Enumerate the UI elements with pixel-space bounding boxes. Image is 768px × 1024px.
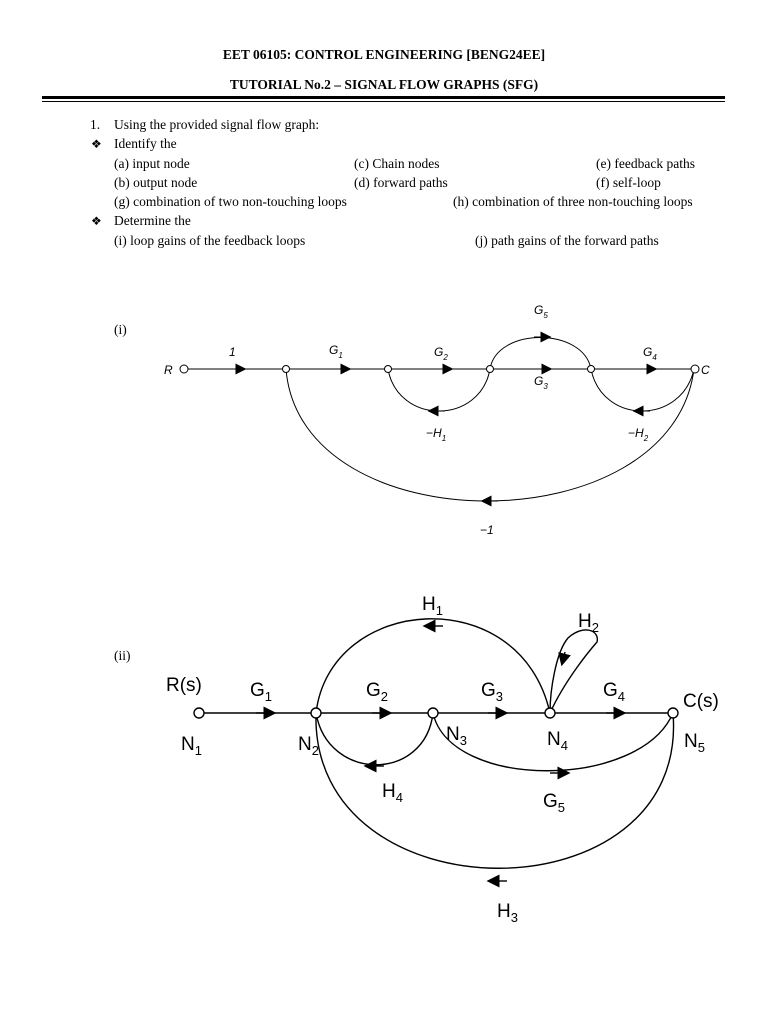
gain-g3-label: $G_3$ [481,680,504,704]
node-n3 [428,708,438,718]
gain-neg-h1-label: $-H_1$ [426,426,447,443]
branch-g5 [490,338,591,370]
output-signal-label: C(s) [683,691,719,712]
node [385,366,392,373]
node-n3-label: $N_3$ [446,724,467,748]
identify-label: Identify the [114,136,177,151]
gain-one-label: 1 [229,345,236,359]
node-r [180,365,188,373]
gain-g2-label: $G_2$ [366,680,389,704]
node-n4 [545,708,555,718]
gain-h4-label: $H_4$ [382,781,403,805]
gain-neg-h2-label: $-H_2$ [628,426,649,443]
gain-h3-label: $H_3$ [497,901,518,925]
output-node-label: C [701,363,710,377]
sfg-graph-i [164,303,710,537]
item-b: (b) output node [114,175,198,190]
node-n1 [194,708,204,718]
tutorial-title: TUTORIAL No.2 – SIGNAL FLOW GRAPHS (SFG) [229,77,539,92]
gain-h2-label: $H_2$ [578,611,599,635]
gain-g4-label: $G_4$ [643,345,657,362]
question-prompt: Using the provided signal flow graph: [114,117,320,132]
node-n1-label: $N_1$ [181,734,202,758]
input-node-label: R [164,363,173,377]
node-n2-label: $N_2$ [298,734,319,758]
branch-neg-h1 [388,369,490,411]
determine-label: Determine the [114,213,191,228]
question-number: 1. [90,117,101,132]
item-g: (g) combination of two non-touching loops [114,194,347,209]
gain-g1-label: $G_1$ [329,343,343,360]
branch-h4 [316,713,433,765]
gain-g1-label: $G_1$ [250,680,273,704]
graph1-label: (i) [114,322,127,337]
branch-h3 [316,713,674,868]
item-e: (e) feedback paths [596,156,695,171]
branch-h2-self-loop [550,630,597,713]
course-title: EET 06105: CONTROL ENGINEERING [BENG24EE] [222,47,546,62]
item-a: (a) input node [114,156,190,171]
node-c [691,365,699,373]
node-n2 [311,708,321,718]
node-n4-label: $N_4$ [547,729,568,753]
gain-h1-label: $H_1$ [422,594,443,618]
bullet-icon: ❖ [91,137,102,151]
node [487,366,494,373]
graph2-label: (ii) [114,648,131,663]
sfg-graph-ii [166,594,719,925]
node [283,366,290,373]
gain-g5-label: $G_5$ [534,303,548,320]
node [588,366,595,373]
bullet-icon: ❖ [91,214,102,228]
item-i: (i) loop gains of the feedback loops [114,233,306,248]
item-j: (j) path gains of the forward paths [475,233,659,248]
gain-g2-label: $G_2$ [434,345,448,362]
gain-g3-label: $G_3$ [534,374,548,391]
branch-neg-h2 [591,369,694,411]
gain-g4-label: $G_4$ [603,680,626,704]
node-n5-label: $N_5$ [684,731,705,755]
input-signal-label: R(s) [166,675,202,696]
item-d: (d) forward paths [354,175,448,190]
arrow-icon [563,652,565,660]
item-h: (h) combination of three non-touching loops [453,194,693,209]
gain-neg-one-label: −1 [480,523,494,537]
item-f: (f) self-loop [596,175,661,190]
gain-g5-label: $G_5$ [543,791,566,815]
node-n5 [668,708,678,718]
branch-h1 [316,619,550,713]
item-c: (c) Chain nodes [354,156,440,171]
